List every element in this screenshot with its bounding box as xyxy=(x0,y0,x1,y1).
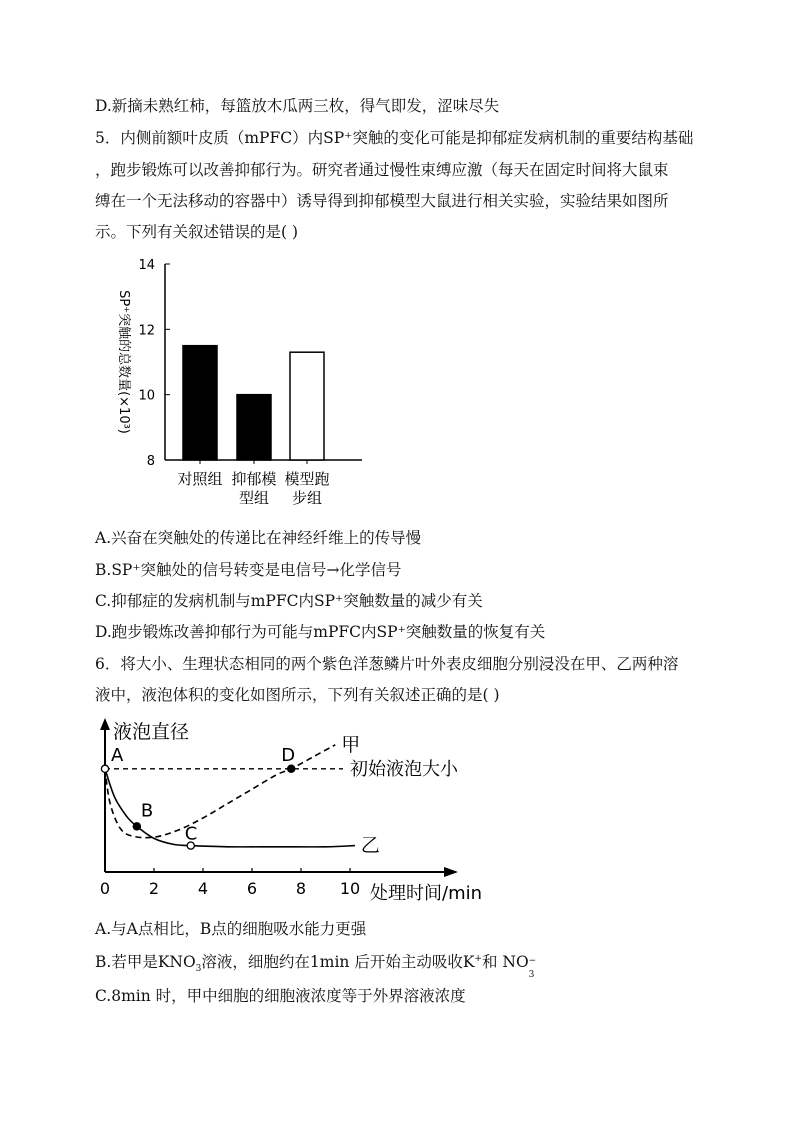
x-tick-label: 抑郁模 xyxy=(231,470,277,488)
q6-option-b-mid: 溶液，细胞约在1min 后开始主动吸收K xyxy=(201,953,475,971)
line-chart xyxy=(88,712,508,912)
q6-option-b-sup: + xyxy=(474,953,482,964)
x-tick-label: 2 xyxy=(148,879,160,898)
q5-stem-line3: 缚在一个无法移动的容器中）诱导得到抑郁模型大鼠进行相关实验，实验结果如图所 xyxy=(95,192,669,210)
point-label-A: A xyxy=(111,744,124,766)
q6-option-b-pre: B.若甲是KNO xyxy=(95,953,196,971)
x-tick-label: 型组 xyxy=(238,489,270,507)
q4-option-d: D.新摘未熟红柿，每篮放木瓜两三枚，得气即发，涩味尽失 xyxy=(95,97,500,115)
x-tick-label: 8 xyxy=(295,879,307,898)
x-tick-label: 10 xyxy=(339,879,361,898)
x-tick-label: 0 xyxy=(99,879,111,898)
q5-option-d: D.跑步锻炼改善抑郁行为可能与mPFC内SP⁺突触数量的恢复有关 xyxy=(95,623,546,641)
x-tick-label: 6 xyxy=(246,879,258,898)
y-axis-arrow xyxy=(100,718,110,730)
point-label-D: D xyxy=(281,744,296,766)
x-tick-label: 模型跑 xyxy=(284,470,330,488)
series-label-甲: 甲 xyxy=(341,733,361,756)
q5-stem-line2: ，跑步锻炼可以改善抑郁行为。研究者通过慢性束缚应激（每天在固定时间将大鼠束 xyxy=(95,161,669,179)
q6-option-c: C.8min 时，甲中细胞的细胞液浓度等于外界溶液浓度 xyxy=(95,987,466,1005)
q6-option-b-sub1: 3 xyxy=(195,964,202,975)
bar-抑郁模型组 xyxy=(237,395,271,460)
y-tick-label: 8 xyxy=(146,454,155,469)
bar-chart xyxy=(100,250,380,515)
q5-option-a: A.兴奋在突触处的传递比在神经纤维上的传导慢 xyxy=(95,529,422,547)
bar-对照组 xyxy=(183,346,217,460)
q6-stem-line1: 6．将大小、生理状态相同的两个紫色洋葱鳞片叶外表皮细胞分别浸没在甲、乙两种溶 xyxy=(95,655,679,673)
point-marker-A xyxy=(101,765,108,772)
point-label-C: C xyxy=(184,823,198,845)
y-axis-label: SP⁺突触的总数量(×10³) xyxy=(116,290,131,434)
q6-option-a: A.与A点相比，B点的细胞吸水能力更强 xyxy=(95,920,367,938)
q5-option-b: B.SP⁺突触处的信号转变是电信号→化学信号 xyxy=(95,561,402,579)
q5-stem-line1: 5．内侧前额叶皮质（mPFC）内SP⁺突触的变化可能是抑郁症发病机制的重要结构基础 xyxy=(95,129,694,147)
x-axis-arrow xyxy=(444,867,458,877)
x-tick-label: 步组 xyxy=(291,489,323,507)
point-marker-D xyxy=(288,765,295,772)
q5-stem-line4: 示。下列有关叙述错误的是( ) xyxy=(95,223,299,241)
point-marker-B xyxy=(133,823,140,830)
bar-模型跑步组 xyxy=(290,352,324,460)
y-tick-label: 12 xyxy=(138,323,155,339)
q6-option-b: B.若甲是$KNO_3$溶液，细胞约在1min 后开始主动吸收K+和 NO − 3 xyxy=(95,953,537,980)
point-label-B: B xyxy=(140,800,154,822)
baseline-label: 初始液泡大小 xyxy=(350,758,458,780)
y-axis-label: 液泡直径 xyxy=(113,721,190,743)
x-tick-label: 对照组 xyxy=(177,470,223,488)
series-label-乙: 乙 xyxy=(360,834,380,857)
q6-stem-line2: 液中，液泡体积的变化如图所示，下列有关叙述正确的是( ) xyxy=(95,686,500,704)
q6-option-b-and: 和 NO xyxy=(481,953,529,971)
x-tick-label: 4 xyxy=(197,879,209,898)
q5-option-c: C.抑郁症的发病机制与mPFC内SP⁺突触数量的减少有关 xyxy=(95,592,483,610)
y-tick-label: 10 xyxy=(138,388,155,404)
x-axis-label: 处理时间/min xyxy=(370,883,483,904)
y-tick-label: 14 xyxy=(138,258,155,273)
